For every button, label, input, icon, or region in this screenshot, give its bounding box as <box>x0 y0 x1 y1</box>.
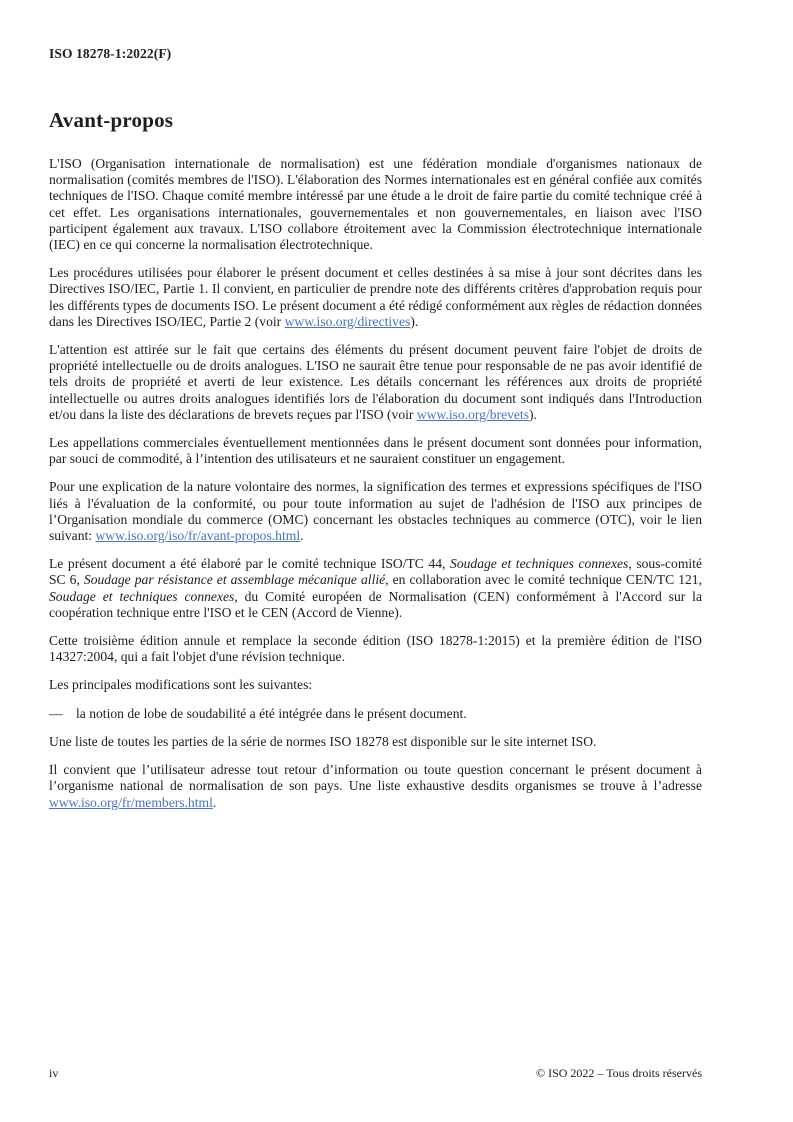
paragraph-procedures <box>49 265 702 330</box>
paragraph-trade-names: Les appellations commerciales éventuellement mentionnées dans le présent document sont données pour information, par souci de commodité, à l’intention des utilisateurs et ne sauraient constituer un engagement. <box>49 435 702 467</box>
paragraph-text-segment: Il convient que l’utilisateur adresse tout retour d’information ou toute question concernant le présent document à l’organisme national de normalisation de son pays. Une liste exhaustive desdits organismes se trouve à l’adresse <box>49 762 702 794</box>
paragraph-text-segment: , du Comité européen de Normalisation (CEN) conformément à l'Accord sur la coopération technique entre l'ISO et le CEN (Accord de Vienne). <box>49 588 702 620</box>
copyright-notice: © ISO 2022 – Tous droits réservés <box>535 1066 702 1080</box>
link-iso-brevets[interactable]: www.iso.org/brevets <box>416 406 529 422</box>
paragraph-text-segment: Les procédures utilisées pour élaborer le présent document et celles destinées à sa mise à jour sont décrites dans les Directives ISO/IEC, Partie 1. Il convient, en particulier de prendre note des différents critères d'approbation requis pour les différents types de documents ISO. Le présent document a été rédigé conformément aux règles de rédaction données dans les Directives ISO/IEC, Partie 2 (voir <box>49 265 702 329</box>
modification-list-item <box>49 706 702 722</box>
paragraph-text-segment: . <box>212 794 217 810</box>
link-members[interactable]: www.iso.org/fr/members.html <box>49 794 213 810</box>
paragraph-patents <box>49 342 702 423</box>
paragraph-series-list: Une liste de toutes les parties de la série de normes ISO 18278 est disponible sur le site internet ISO. <box>49 733 597 749</box>
page-footer <box>49 1066 702 1081</box>
paragraph-text-segment: L'attention est attirée sur le fait que certains des éléments du présent document peuvent faire l'objet de droits de propriété intellectuelle ou de droits analogues. L'ISO ne saurait être tenue pour responsable de ne pas avoir identifié de tels droits de propriété et averti de leur existence. Les détails concernant les références aux droits de propriété intellectuelle ou autres droits analogues identifiés lors de l'élaboration du document sont indiqués dans l'Introduction et/ou dans la liste des déclarations de brevets reçues par l'ISO (voir <box>49 342 702 422</box>
paragraph-text-segment: Le présent document a été élaboré par le comité technique ISO/TC 44, <box>49 556 451 572</box>
page-title: Avant-propos <box>49 108 174 132</box>
foreword-body <box>49 156 702 811</box>
committee-title-italic: Soudage et techniques connexes <box>450 556 629 572</box>
link-iso-directives[interactable]: www.iso.org/directives <box>284 313 411 329</box>
paragraph-edition: Cette troisième édition annule et remplace la seconde édition (ISO 18278-1:2015) et la première édition de l'ISO 14327:2004, qui a fait l'objet d'une révision technique. <box>49 633 702 665</box>
page-number: iv <box>49 1066 59 1080</box>
paragraph-text-segment: ). <box>410 313 419 329</box>
paragraph-committee <box>49 556 702 621</box>
paragraph-text-segment: , sous-comité SC 6, <box>49 556 702 588</box>
document-reference: ISO 18278-1:2022(F) <box>49 46 172 61</box>
list-item-text: la notion de lobe de soudabilité a été intégrée dans le présent document. <box>76 705 467 721</box>
paragraph-modifications-intro: Les principales modifications sont les suivantes: <box>49 677 313 693</box>
paragraph-feedback <box>49 762 702 811</box>
cen-committee-title-italic: Soudage et techniques connexes <box>49 588 235 604</box>
paragraph-text-segment: Pour une explication de la nature volontaire des normes, la signification des termes et expressions spécifiques de l'ISO liés à l'évaluation de la conformité, ou pour toute information au sujet de l'adhésion de l'ISO aux principes de l’Organisation mondiale du commerce (OMC) concernant les obstacles techniques au commerce (OTC), voir le lien suivant: <box>49 479 702 544</box>
list-dash-marker: — <box>49 705 63 721</box>
document-page <box>49 0 702 1122</box>
link-avant-propos[interactable]: www.iso.org/iso/fr/avant-propos.html <box>95 528 301 544</box>
paragraph-wto-tbt <box>49 479 702 544</box>
subcommittee-title-italic: Soudage par résistance et assemblage mécanique allié <box>83 572 386 588</box>
paragraph-text-segment: , en collaboration avec le comité technique CEN/TC 121, <box>385 572 702 588</box>
paragraph-text-segment: . <box>300 528 304 544</box>
paragraph-iso-description: L'ISO (Organisation internationale de normalisation) est une fédération mondiale d'organismes nationaux de normalisation (comités membres de l'ISO). L'élaboration des Normes internationales est en général confiée aux comités techniques de l'ISO. Chaque comité membre intéressé par une étude a le droit de faire partie du comité technique créé à cet effet. Les organisations internationales, gouvernementales et non gouvernementales, en liaison avec l'ISO participent également aux travaux. L'ISO collabore étroitement avec la Commission électrotechnique internationale (IEC) en ce qui concerne la normalisation électrotechnique. <box>49 156 702 253</box>
paragraph-text-segment: ). <box>529 406 537 422</box>
